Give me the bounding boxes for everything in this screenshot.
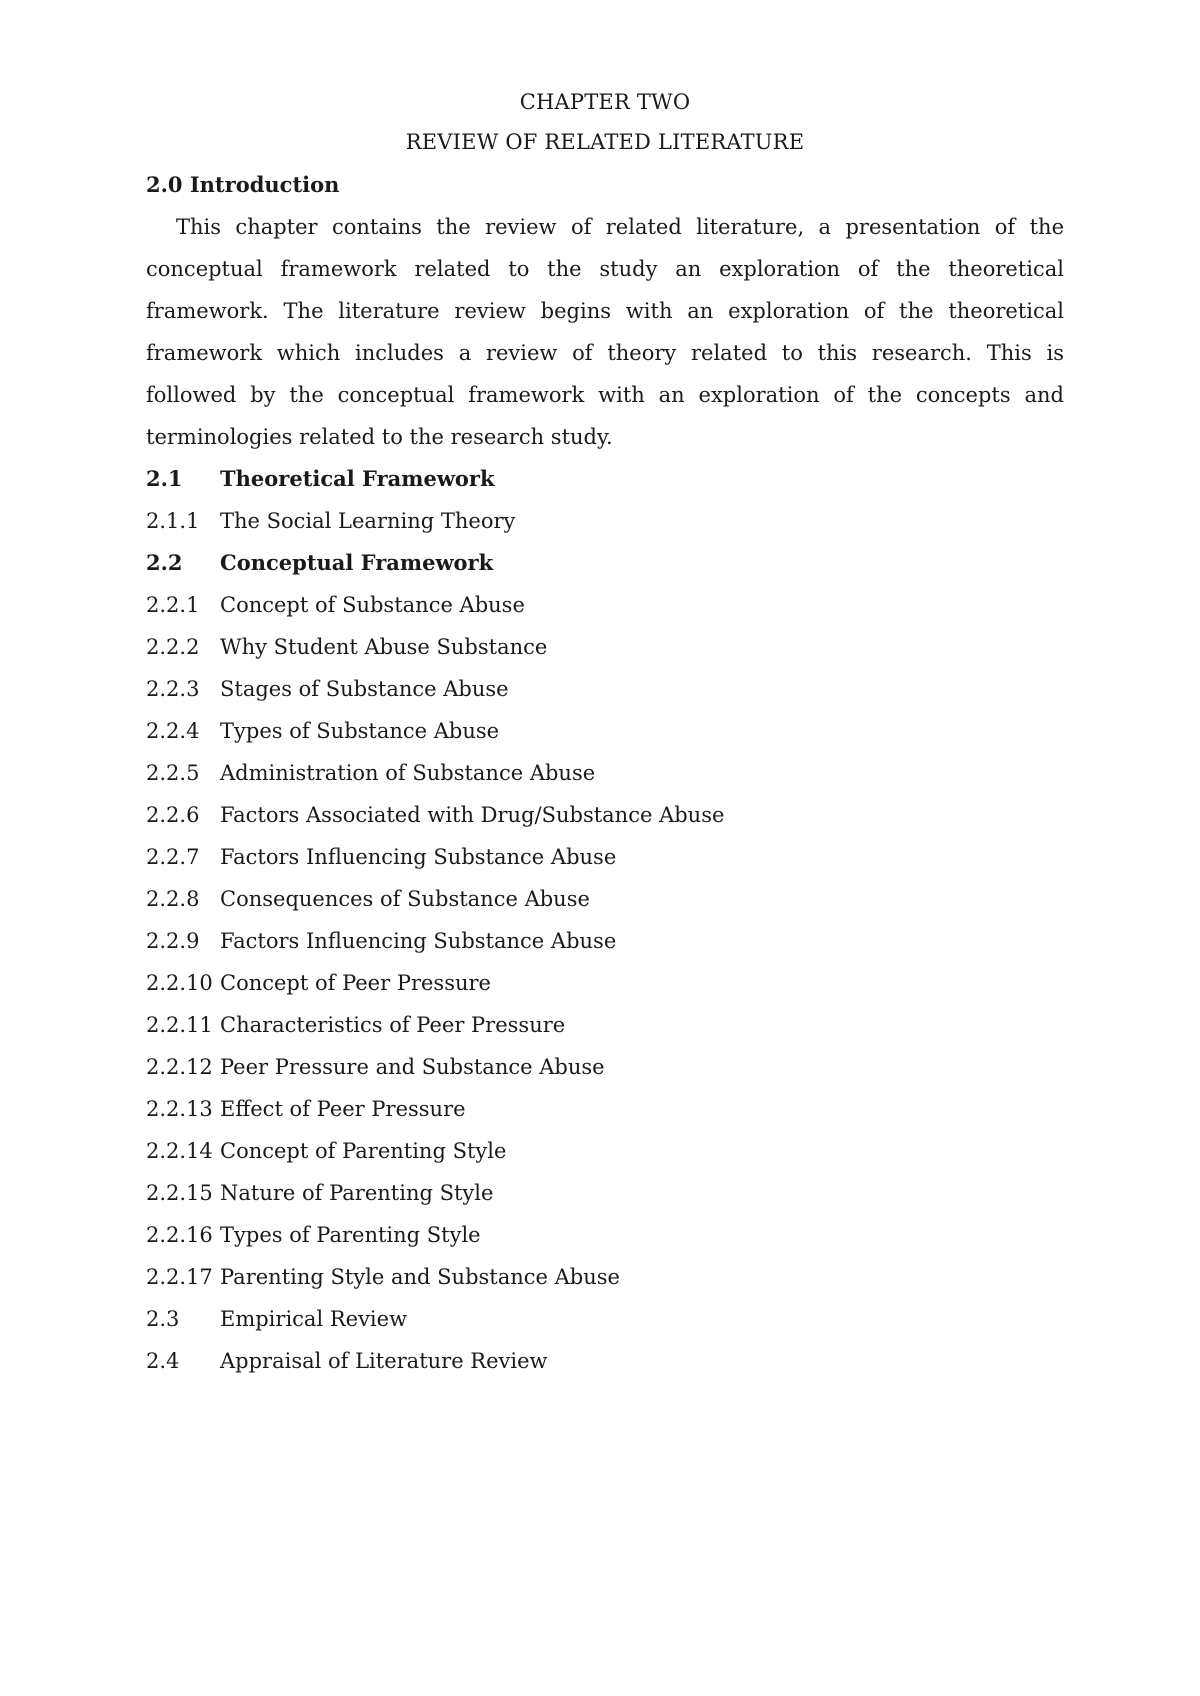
outline-item-title: The Social Learning Theory [220,509,516,533]
outline-item [146,668,1064,710]
outline-item-title: Conceptual Framework [220,550,494,575]
outline-item-title: Nature of Parenting Style [220,1181,494,1205]
outline-item [146,920,1064,962]
outline-item [146,962,1064,1004]
outline-item [146,584,1064,626]
outline-item-title: Characteristics of Peer Pressure [220,1013,566,1037]
outline-item-title: Why Student Abuse Substance [220,635,548,659]
outline-item [146,836,1064,878]
outline-item [146,1088,1064,1130]
page-content [146,82,1064,1382]
outline-item-number: 2.2.16 [146,1223,213,1247]
outline-item [146,752,1064,794]
outline-item-number: 2.1.1 [146,509,200,533]
outline-item [146,710,1064,752]
outline-item-number: 2.2.2 [146,635,200,659]
outline-item [146,1256,1064,1298]
outline-item-title: Effect of Peer Pressure [220,1097,466,1121]
outline-item-title: Factors Associated with Drug/Substance Abuse [220,803,725,827]
outline-item-number: 2.2.8 [146,887,200,911]
intro-heading: 2.0 Introduction [146,172,340,197]
outline-item-number: 2.2.5 [146,761,200,785]
outline-item-number: 2.1 [146,466,183,491]
outline-item-number: 2.2.17 [146,1265,213,1289]
outline-item [146,1340,1064,1382]
outline-item-number: 2.2.6 [146,803,200,827]
outline-item-number: 2.2.11 [146,1013,213,1037]
outline-item [146,458,1064,500]
chapter-outline [146,458,1064,1382]
outline-item-number: 2.2.14 [146,1139,213,1163]
outline-item [146,626,1064,668]
outline-item-number: 2.2.4 [146,719,200,743]
outline-item-title: Theoretical Framework [220,466,495,491]
outline-item-title: Concept of Parenting Style [220,1139,507,1163]
outline-item [146,878,1064,920]
outline-item [146,1214,1064,1256]
outline-item [146,794,1064,836]
outline-item-title: Administration of Substance Abuse [220,761,596,785]
outline-item-title: Concept of Substance Abuse [220,593,525,617]
outline-item-title: Parenting Style and Substance Abuse [220,1265,620,1289]
outline-item-title: Consequences of Substance Abuse [220,887,590,911]
chapter-label: CHAPTER TWO [519,90,691,114]
outline-item-number: 2.2.7 [146,845,200,869]
outline-item-title: Appraisal of Literature Review [220,1349,548,1373]
outline-item-title: Factors Influencing Substance Abuse [220,845,617,869]
outline-item-number: 2.2 [146,550,183,575]
outline-item-number: 2.3 [146,1307,180,1331]
outline-item-title: Types of Substance Abuse [220,719,500,743]
outline-item-title: Types of Parenting Style [220,1223,481,1247]
outline-item-number: 2.2.3 [146,677,200,701]
outline-item-title: Factors Influencing Substance Abuse [220,929,617,953]
outline-item [146,1130,1064,1172]
outline-item-number: 2.2.13 [146,1097,213,1121]
outline-item-number: 2.2.15 [146,1181,213,1205]
outline-item [146,1004,1064,1046]
outline-item [146,1046,1064,1088]
outline-item [146,1172,1064,1214]
outline-item-number: 2.4 [146,1349,180,1373]
outline-item [146,1298,1064,1340]
outline-item-title: Empirical Review [220,1307,408,1331]
outline-item-number: 2.2.1 [146,593,200,617]
intro-paragraph: This chapter contains the review of related literature, a presentation of the conceptual framework related to the study an exploration of the theoretical framework. The literature review begins with an exploration of the theoretical framework which includes a review of theory related to this research. This is followed by the conceptual framework with an exploration of the concepts and terminologies related to the research study. [146,215,1064,449]
outline-item [146,542,1064,584]
outline-item-number: 2.2.9 [146,929,200,953]
outline-item-title: Peer Pressure and Substance Abuse [220,1055,605,1079]
outline-item [146,500,1064,542]
chapter-title: REVIEW OF RELATED LITERATURE [405,130,805,154]
outline-item-title: Concept of Peer Pressure [220,971,491,995]
outline-item-number: 2.2.10 [146,971,213,995]
outline-item-number: 2.2.12 [146,1055,213,1079]
outline-item-title: Stages of Substance Abuse [220,677,509,701]
